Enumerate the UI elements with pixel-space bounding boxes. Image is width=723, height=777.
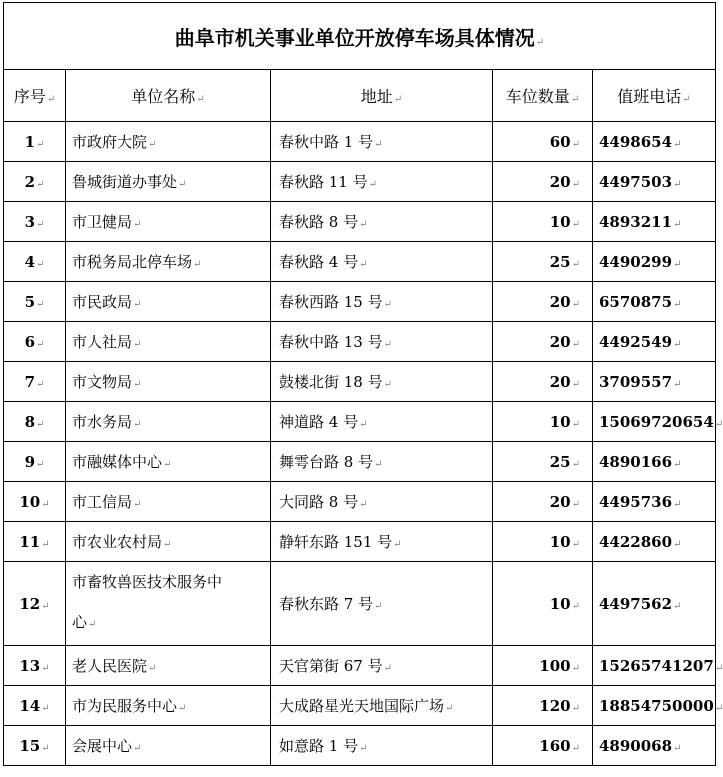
table-row <box>4 482 716 522</box>
cell-spaces: 120↵ <box>493 686 593 726</box>
table-row <box>4 362 716 402</box>
cell-spaces: 10↵ <box>493 522 593 562</box>
cell-phone: 4890166↵ <box>593 442 716 482</box>
cell-phone: 4490299↵ <box>593 242 716 282</box>
header-row <box>4 70 716 122</box>
cell-name: 市农业农村局↵ <box>66 522 271 562</box>
cell-spaces: 20↵ <box>493 282 593 322</box>
cell-phone: 18854750000↵ <box>593 686 716 726</box>
title-text: 曲阜市机关事业单位开放停车场具体情况 <box>174 25 535 50</box>
cell-address: 神道路 4 号↵ <box>271 402 493 442</box>
cell-address: 天官第街 67 号↵ <box>271 646 493 686</box>
cell-no: 3↵ <box>4 202 66 242</box>
page-title <box>4 3 716 70</box>
cell-phone: 4492549↵ <box>593 322 716 362</box>
cell-address: 春秋西路 15 号↵ <box>271 282 493 322</box>
cell-address: 春秋中路 13 号↵ <box>271 322 493 362</box>
table-row <box>4 646 716 686</box>
cell-address: 大同路 8 号↵ <box>271 482 493 522</box>
cell-name: 鲁城街道办事处↵ <box>66 162 271 202</box>
cell-name: 市政府大院↵ <box>66 122 271 162</box>
cell-no: 13↵ <box>4 646 66 686</box>
table-row <box>4 726 716 766</box>
cell-spaces: 20↵ <box>493 162 593 202</box>
cell-phone: 4890068↵ <box>593 726 716 766</box>
cell-spaces: 10↵ <box>493 562 593 646</box>
cell-phone: 6570875↵ <box>593 282 716 322</box>
cell-spaces: 10↵ <box>493 202 593 242</box>
cell-spaces: 100↵ <box>493 646 593 686</box>
table-row <box>4 562 716 646</box>
paragraph-mark: ↵ <box>535 36 545 48</box>
cell-address: 舞雩台路 8 号↵ <box>271 442 493 482</box>
cell-name: 会展中心↵ <box>66 726 271 766</box>
cell-name: 市卫健局↵ <box>66 202 271 242</box>
cell-phone: 4498654↵ <box>593 122 716 162</box>
cell-spaces: 10↵ <box>493 402 593 442</box>
cell-no: 4↵ <box>4 242 66 282</box>
cell-phone: 4495736↵ <box>593 482 716 522</box>
paragraph-mark: ↵ <box>682 94 691 105</box>
title-row <box>4 3 716 70</box>
table-row <box>4 686 716 726</box>
paragraph-mark: ↵ <box>196 94 205 105</box>
cell-address: 如意路 1 号↵ <box>271 726 493 766</box>
table-row <box>4 322 716 362</box>
cell-no: 1↵ <box>4 122 66 162</box>
cell-no: 7↵ <box>4 362 66 402</box>
paragraph-mark: ↵ <box>570 94 580 105</box>
header-no: 序号↵ <box>4 70 66 122</box>
cell-phone: 4497503↵ <box>593 162 716 202</box>
cell-address: 大成路星光天地国际广场↵ <box>271 686 493 726</box>
table-row <box>4 402 716 442</box>
paragraph-mark: ↵ <box>393 94 403 105</box>
cell-name: 市人社局↵ <box>66 322 271 362</box>
cell-name: 市水务局↵ <box>66 402 271 442</box>
cell-no: 15↵ <box>4 726 66 766</box>
cell-name: 老人民医院↵ <box>66 646 271 686</box>
header-phone: 值班电话↵ <box>593 70 716 122</box>
cell-name: 市畜牧兽医技术服务中 心↵ <box>66 562 271 646</box>
cell-phone: 15069720654↵ <box>593 402 716 442</box>
cell-no: 6↵ <box>4 322 66 362</box>
cell-name: 市文物局↵ <box>66 362 271 402</box>
cell-address: 春秋路 8 号↵ <box>271 202 493 242</box>
cell-no: 9↵ <box>4 442 66 482</box>
cell-phone: 4893211↵ <box>593 202 716 242</box>
cell-spaces: 20↵ <box>493 482 593 522</box>
cell-spaces: 25↵ <box>493 442 593 482</box>
cell-address: 鼓楼北街 18 号↵ <box>271 362 493 402</box>
cell-spaces: 20↵ <box>493 362 593 402</box>
table-row <box>4 242 716 282</box>
cell-name: 市为民服务中心↵ <box>66 686 271 726</box>
header-spaces: 车位数量↵ <box>493 70 593 122</box>
table-row <box>4 442 716 482</box>
cell-phone: 4497562↵ <box>593 562 716 646</box>
header-name: 单位名称↵ <box>66 70 271 122</box>
cell-address: 春秋路 11 号↵ <box>271 162 493 202</box>
table-row <box>4 282 716 322</box>
cell-address: 静轩东路 151 号↵ <box>271 522 493 562</box>
cell-name: 市税务局北停车场↵ <box>66 242 271 282</box>
cell-spaces: 160↵ <box>493 726 593 766</box>
cell-no: 2↵ <box>4 162 66 202</box>
cell-address: 春秋路 4 号↵ <box>271 242 493 282</box>
table-row <box>4 122 716 162</box>
cell-spaces: 25↵ <box>493 242 593 282</box>
table-row <box>4 202 716 242</box>
paragraph-mark: ↵ <box>46 94 56 105</box>
cell-address: 春秋中路 1 号↵ <box>271 122 493 162</box>
cell-no: 8↵ <box>4 402 66 442</box>
cell-name: 市工信局↵ <box>66 482 271 522</box>
cell-phone: 4422860↵ <box>593 522 716 562</box>
cell-phone: 15265741207↵ <box>593 646 716 686</box>
cell-no: 11↵ <box>4 522 66 562</box>
cell-no: 5↵ <box>4 282 66 322</box>
cell-no: 14↵ <box>4 686 66 726</box>
parking-table <box>3 2 723 766</box>
cell-address: 春秋东路 7 号↵ <box>271 562 493 646</box>
cell-no: 10↵ <box>4 482 66 522</box>
cell-name: 市融媒体中心↵ <box>66 442 271 482</box>
table-row <box>4 162 716 202</box>
cell-spaces: 60↵ <box>493 122 593 162</box>
header-address: 地址↵ <box>271 70 493 122</box>
cell-phone: 3709557↵ <box>593 362 716 402</box>
cell-name: 市民政局↵ <box>66 282 271 322</box>
table-row <box>4 522 716 562</box>
cell-spaces: 20↵ <box>493 322 593 362</box>
cell-no: 12↵ <box>4 562 66 646</box>
